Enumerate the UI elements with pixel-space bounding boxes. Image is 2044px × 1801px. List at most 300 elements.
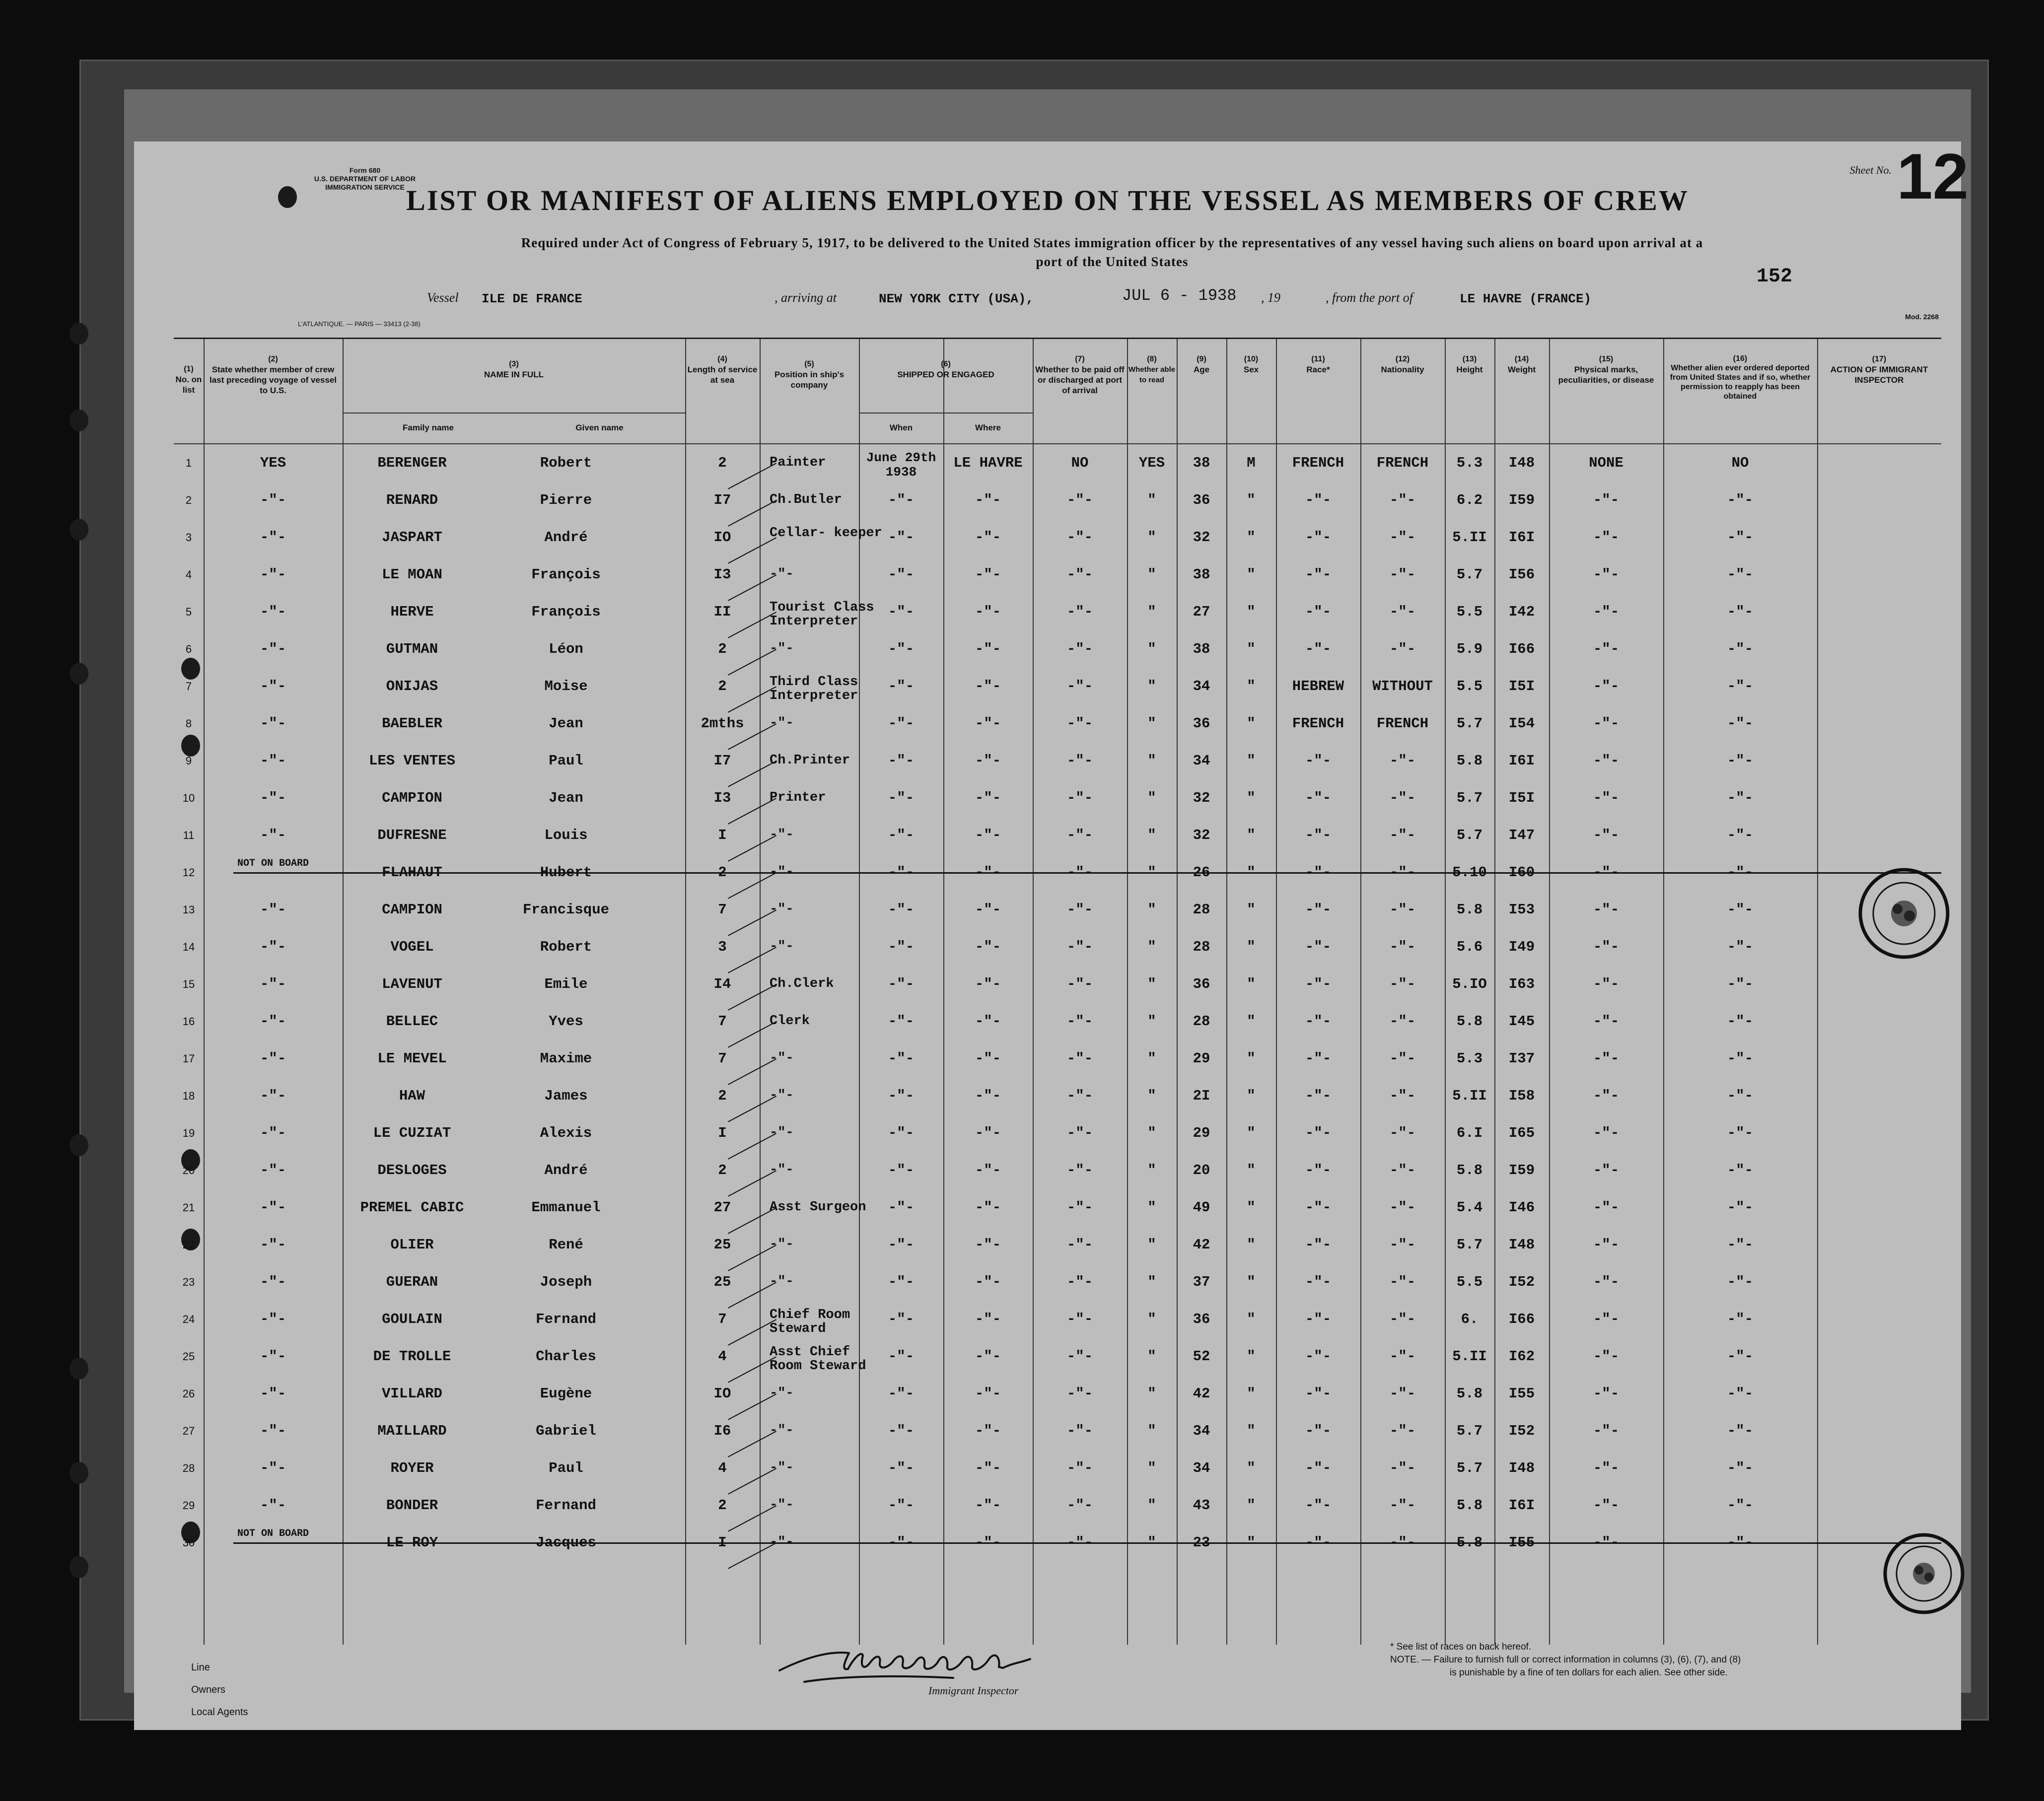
cell-position: -"- bbox=[770, 1535, 794, 1550]
cell-race: -"- bbox=[1305, 604, 1332, 620]
cell-family-name: LE CUZIAT bbox=[373, 1125, 451, 1141]
service-tick-mark bbox=[728, 1058, 776, 1085]
cell-deported: -"- bbox=[1727, 529, 1754, 546]
cell-paid-off: -"- bbox=[1066, 1385, 1093, 1402]
cell-shipped-where: -"- bbox=[975, 827, 1001, 843]
cell-row-number: 3 bbox=[185, 531, 192, 544]
cell-shipped-where: -"- bbox=[975, 1423, 1001, 1439]
cell-age: 20 bbox=[1193, 1162, 1210, 1178]
cell-weight: I59 bbox=[1508, 492, 1535, 508]
service-tick-mark bbox=[728, 1282, 776, 1308]
cell-height: 5.7 bbox=[1456, 827, 1483, 843]
cell-weight: I49 bbox=[1508, 939, 1535, 955]
cell-previous-voyage: -"- bbox=[260, 1385, 286, 1402]
cell-row-number: 23 bbox=[182, 1276, 195, 1288]
manifest-table bbox=[174, 338, 1941, 1645]
cell-weight: I59 bbox=[1508, 1162, 1535, 1178]
cell-family-name: HERVE bbox=[390, 604, 434, 620]
cell-deported: -"- bbox=[1727, 1348, 1754, 1365]
cell-deported: -"- bbox=[1727, 678, 1754, 694]
cell-service-length: IO bbox=[713, 1385, 731, 1402]
cell-weight: I66 bbox=[1508, 1311, 1535, 1327]
cell-weight: I58 bbox=[1508, 1088, 1535, 1104]
cell-shipped-where: -"- bbox=[975, 566, 1001, 583]
cell-given-name: François bbox=[531, 566, 601, 583]
cell-service-length: I3 bbox=[713, 790, 731, 806]
cell-row-number: 12 bbox=[182, 866, 195, 879]
cell-paid-off: -"- bbox=[1066, 1125, 1093, 1141]
cell-shipped-where: -"- bbox=[975, 529, 1001, 546]
cell-weight: I55 bbox=[1508, 1534, 1535, 1551]
cell-previous-voyage: -"- bbox=[260, 1088, 286, 1104]
cell-family-name: DE TROLLE bbox=[373, 1348, 451, 1365]
service-tick-mark bbox=[728, 798, 776, 824]
cell-nationality: -"- bbox=[1389, 864, 1416, 881]
col-header-previous-voyage: (2) State whether member of crew last preceding voyage of vessel to U.S. bbox=[209, 355, 337, 395]
cell-family-name: CAMPION bbox=[382, 790, 442, 806]
cell-shipped-when: -"- bbox=[888, 901, 915, 918]
strike-through-line bbox=[233, 872, 1941, 874]
cell-position: Third Class Interpreter bbox=[770, 675, 858, 703]
cell-given-name: Léon bbox=[549, 641, 583, 657]
cell-height: 5.9 bbox=[1456, 641, 1483, 657]
cell-able-to-read: " bbox=[1147, 976, 1156, 992]
cell-age: 36 bbox=[1193, 1311, 1210, 1327]
cell-family-name: FLAHAUT bbox=[382, 864, 442, 881]
cell-shipped-when: -"- bbox=[888, 1050, 915, 1067]
cell-service-length: I6 bbox=[713, 1423, 731, 1439]
cell-able-to-read: " bbox=[1147, 1460, 1156, 1476]
cell-age: 42 bbox=[1193, 1237, 1210, 1253]
cell-previous-voyage: -"- bbox=[260, 1497, 286, 1514]
cell-position: Asst Surgeon bbox=[770, 1200, 866, 1215]
cell-given-name: Gabriel bbox=[536, 1423, 596, 1439]
cell-nationality: -"- bbox=[1389, 641, 1416, 657]
cell-able-to-read: " bbox=[1147, 492, 1156, 508]
cell-sex: " bbox=[1247, 566, 1256, 583]
cell-race: -"- bbox=[1305, 529, 1332, 546]
cell-previous-voyage: YES bbox=[260, 455, 286, 471]
sheet-number: 12 bbox=[1897, 140, 1969, 212]
cell-age: 42 bbox=[1193, 1385, 1210, 1402]
col-header-height: (13) Height bbox=[1456, 355, 1483, 374]
cell-sex: " bbox=[1247, 901, 1256, 918]
cell-row-number: 5 bbox=[185, 606, 192, 618]
cell-weight: I48 bbox=[1508, 1460, 1535, 1476]
cell-age: 34 bbox=[1193, 753, 1210, 769]
cell-position: -"- bbox=[770, 716, 794, 731]
cell-race: -"- bbox=[1305, 901, 1332, 918]
cell-row-number: 29 bbox=[182, 1499, 195, 1512]
cell-physical-marks: NONE bbox=[1589, 455, 1623, 471]
vessel-name: ILE DE FRANCE bbox=[482, 291, 582, 306]
shipped-subrule bbox=[859, 413, 1033, 414]
arriving-label: , arriving at bbox=[775, 290, 837, 305]
cell-shipped-when: -"- bbox=[888, 1460, 915, 1476]
owners-label: Owners bbox=[191, 1684, 225, 1695]
cell-position: Asst Chief Room Steward bbox=[770, 1345, 866, 1374]
service-tick-mark bbox=[728, 1170, 776, 1196]
cell-shipped-when: -"- bbox=[888, 1534, 915, 1551]
cell-row-number: 2 bbox=[185, 494, 192, 506]
from-port: LE HAVRE (FRANCE) bbox=[1460, 291, 1592, 306]
cell-sex: " bbox=[1247, 1162, 1256, 1178]
cell-height: 5.7 bbox=[1456, 566, 1483, 583]
consulate-stamp bbox=[1857, 866, 1951, 961]
cell-able-to-read: " bbox=[1147, 1348, 1156, 1365]
cell-able-to-read: " bbox=[1147, 1423, 1156, 1439]
cell-height: 5.5 bbox=[1456, 604, 1483, 620]
cell-shipped-when: -"- bbox=[888, 1237, 915, 1253]
cell-row-number: 27 bbox=[182, 1425, 195, 1437]
cell-sex: " bbox=[1247, 1497, 1256, 1514]
cell-physical-marks: -"- bbox=[1593, 1162, 1620, 1178]
cell-service-length: 2 bbox=[718, 455, 727, 471]
cell-service-length: 7 bbox=[718, 1013, 727, 1030]
cell-able-to-read: " bbox=[1147, 753, 1156, 769]
cell-sex: " bbox=[1247, 1534, 1256, 1551]
cell-age: 36 bbox=[1193, 492, 1210, 508]
cell-row-number: 25 bbox=[182, 1350, 195, 1363]
cell-physical-marks: -"- bbox=[1593, 529, 1620, 546]
cell-height: 5.7 bbox=[1456, 1237, 1483, 1253]
cell-position: Cellar- keeper bbox=[770, 526, 882, 541]
cell-deported: -"- bbox=[1727, 1274, 1754, 1290]
cell-nationality: -"- bbox=[1389, 901, 1416, 918]
cell-sex: " bbox=[1247, 1199, 1256, 1216]
cell-age: 27 bbox=[1193, 604, 1210, 620]
cell-row-number: 19 bbox=[182, 1127, 195, 1139]
cell-previous-voyage: -"- bbox=[260, 529, 286, 546]
cell-previous-voyage: -"- bbox=[260, 753, 286, 769]
cell-height: 5.8 bbox=[1456, 1013, 1483, 1030]
cell-shipped-where: -"- bbox=[975, 1162, 1001, 1178]
column-divider bbox=[1226, 339, 1227, 1645]
cell-position: -"- bbox=[770, 1423, 794, 1438]
cell-paid-off: -"- bbox=[1066, 901, 1093, 918]
cell-able-to-read: " bbox=[1147, 715, 1156, 732]
cell-sex: " bbox=[1247, 492, 1256, 508]
cell-family-name: BAEBLER bbox=[382, 715, 442, 732]
cell-nationality: -"- bbox=[1389, 1497, 1416, 1514]
cell-family-name: VOGEL bbox=[390, 939, 434, 955]
cell-physical-marks: -"- bbox=[1593, 1423, 1620, 1439]
cell-position: -"- bbox=[770, 641, 794, 656]
cell-paid-off: -"- bbox=[1066, 604, 1093, 620]
vessel-line bbox=[134, 286, 1961, 310]
cell-race: -"- bbox=[1305, 1460, 1332, 1476]
cell-paid-off: -"- bbox=[1066, 1460, 1093, 1476]
cell-paid-off: -"- bbox=[1066, 790, 1093, 806]
cell-height: 5.7 bbox=[1456, 1423, 1483, 1439]
cell-deported: -"- bbox=[1727, 1162, 1754, 1178]
cell-race: -"- bbox=[1305, 1534, 1332, 1551]
cell-sex: " bbox=[1247, 1050, 1256, 1067]
cell-weight: I5I bbox=[1508, 790, 1535, 806]
cell-family-name: LAVENUT bbox=[382, 976, 442, 992]
cell-paid-off: -"- bbox=[1066, 827, 1093, 843]
cell-race: -"- bbox=[1305, 1274, 1332, 1290]
cell-position: -"- bbox=[770, 1163, 794, 1178]
column-divider bbox=[1276, 339, 1277, 1645]
cell-height: 5.4 bbox=[1456, 1199, 1483, 1216]
cell-deported: -"- bbox=[1727, 939, 1754, 955]
cell-sex: " bbox=[1247, 1125, 1256, 1141]
service-tick-mark bbox=[728, 1431, 776, 1457]
cell-row-number: 10 bbox=[182, 792, 195, 804]
cell-row-number: 7 bbox=[185, 680, 192, 693]
cell-shipped-where: -"- bbox=[975, 678, 1001, 694]
cell-race: -"- bbox=[1305, 1385, 1332, 1402]
cell-position: Ch.Butler bbox=[770, 492, 842, 507]
cell-weight: I52 bbox=[1508, 1423, 1535, 1439]
col-header-family-name: Family name bbox=[403, 423, 454, 432]
cell-shipped-when: -"- bbox=[888, 1385, 915, 1402]
cell-physical-marks: -"- bbox=[1593, 1385, 1620, 1402]
cell-shipped-where: -"- bbox=[975, 864, 1001, 881]
cell-paid-off: -"- bbox=[1066, 1088, 1093, 1104]
cell-previous-voyage: -"- bbox=[260, 1423, 286, 1439]
cell-physical-marks: -"- bbox=[1593, 1088, 1620, 1104]
cell-physical-marks: -"- bbox=[1593, 1013, 1620, 1030]
cell-row-number: 13 bbox=[182, 903, 195, 916]
cell-row-number: 21 bbox=[182, 1201, 195, 1214]
cell-age: 28 bbox=[1193, 939, 1210, 955]
cell-given-name: André bbox=[544, 1162, 588, 1178]
cell-family-name: JASPART bbox=[382, 529, 442, 546]
cell-position: -"- bbox=[770, 1460, 794, 1475]
cell-shipped-where: -"- bbox=[975, 1125, 1001, 1141]
cell-family-name: CAMPION bbox=[382, 901, 442, 918]
cell-sex: " bbox=[1247, 1237, 1256, 1253]
cell-physical-marks: -"- bbox=[1593, 1348, 1620, 1365]
sheet-label: Sheet No. bbox=[1849, 164, 1892, 176]
service-tick-mark bbox=[728, 1468, 776, 1494]
cell-race: HEBREW bbox=[1292, 678, 1344, 694]
cell-family-name: BERENGER bbox=[377, 455, 447, 471]
cell-weight: I6I bbox=[1508, 529, 1535, 546]
cell-family-name: GUTMAN bbox=[386, 641, 438, 657]
cell-weight: I42 bbox=[1508, 604, 1535, 620]
cell-previous-voyage: -"- bbox=[260, 492, 286, 508]
cell-sex: " bbox=[1247, 939, 1256, 955]
page-title: LIST OR MANIFEST OF ALIENS EMPLOYED ON THE VESSEL AS MEMBERS OF CREW bbox=[406, 184, 1689, 216]
column-divider bbox=[685, 339, 686, 1645]
cell-deported: -"- bbox=[1727, 827, 1754, 843]
service-tick-mark bbox=[728, 1096, 776, 1122]
cell-given-name: Emile bbox=[544, 976, 588, 992]
service-tick-mark bbox=[728, 947, 776, 973]
col-header-able-to-read: (8) Whether able to read bbox=[1128, 355, 1176, 384]
cell-physical-marks: -"- bbox=[1593, 492, 1620, 508]
cell-nationality: -"- bbox=[1389, 1199, 1416, 1216]
cell-shipped-where: -"- bbox=[975, 1534, 1001, 1551]
cell-race: -"- bbox=[1305, 1311, 1332, 1327]
cell-race: -"- bbox=[1305, 1162, 1332, 1178]
cell-given-name: Jacques bbox=[536, 1534, 596, 1551]
service-tick-mark bbox=[728, 1133, 776, 1159]
cell-paid-off: -"- bbox=[1066, 715, 1093, 732]
cell-previous-voyage: -"- bbox=[260, 1199, 286, 1216]
cell-paid-off: -"- bbox=[1066, 976, 1093, 992]
cell-nationality: -"- bbox=[1389, 1050, 1416, 1067]
cell-age: 36 bbox=[1193, 976, 1210, 992]
inspector-caption: Immigrant Inspector bbox=[928, 1684, 1019, 1697]
cell-sex: " bbox=[1247, 604, 1256, 620]
cell-previous-voyage: -"- bbox=[260, 1050, 286, 1067]
cell-shipped-where: -"- bbox=[975, 1013, 1001, 1030]
cell-able-to-read: " bbox=[1147, 827, 1156, 843]
cell-nationality: -"- bbox=[1389, 1423, 1416, 1439]
cell-race: -"- bbox=[1305, 1199, 1332, 1216]
cell-given-name: Jean bbox=[549, 790, 583, 806]
punch-hole bbox=[70, 1134, 88, 1156]
cell-deported: -"- bbox=[1727, 1497, 1754, 1514]
manifest-page bbox=[134, 140, 1969, 1730]
cell-height: 6. bbox=[1461, 1311, 1479, 1327]
cell-able-to-read: " bbox=[1147, 1237, 1156, 1253]
cell-age: 36 bbox=[1193, 715, 1210, 732]
cell-position: Ch.Printer bbox=[770, 753, 850, 768]
column-divider bbox=[343, 339, 344, 1645]
cell-given-name: Moise bbox=[544, 678, 588, 694]
cell-shipped-when: -"- bbox=[888, 1497, 915, 1514]
arriving-port: NEW YORK CITY (USA), bbox=[879, 291, 1034, 306]
cell-service-length: IO bbox=[713, 529, 731, 546]
col-header-inspector-action: (17) ACTION OF IMMIGRANT INSPECTOR bbox=[1830, 355, 1928, 385]
cell-weight: I55 bbox=[1508, 1385, 1535, 1402]
cell-previous-voyage: -"- bbox=[260, 790, 286, 806]
punch-hole bbox=[70, 410, 88, 431]
cell-able-to-read: " bbox=[1147, 1385, 1156, 1402]
cell-physical-marks: -"- bbox=[1593, 976, 1620, 992]
cell-position: -"- bbox=[770, 865, 794, 880]
cell-given-name: Charles bbox=[536, 1348, 596, 1365]
cell-service-length: 25 bbox=[713, 1274, 731, 1290]
cell-previous-voyage: -"- bbox=[260, 1311, 286, 1327]
cell-height: 6.I bbox=[1456, 1125, 1483, 1141]
cell-shipped-where: -"- bbox=[975, 1088, 1001, 1104]
cell-nationality: FRENCH bbox=[1376, 715, 1429, 732]
cell-physical-marks: -"- bbox=[1593, 790, 1620, 806]
cell-paid-off: -"- bbox=[1066, 939, 1093, 955]
cell-deported: -"- bbox=[1727, 1311, 1754, 1327]
service-tick-mark bbox=[728, 835, 776, 861]
cell-weight: I6I bbox=[1508, 1497, 1535, 1514]
cell-able-to-read: " bbox=[1147, 1013, 1156, 1030]
cell-deported: -"- bbox=[1727, 790, 1754, 806]
department-name: U.S. DEPARTMENT OF LABOR bbox=[314, 175, 416, 183]
cell-service-length: 7 bbox=[718, 1311, 727, 1327]
cell-physical-marks: -"- bbox=[1593, 827, 1620, 843]
cell-able-to-read: " bbox=[1147, 1125, 1156, 1141]
cell-weight: I47 bbox=[1508, 827, 1535, 843]
cell-service-length: 2 bbox=[718, 864, 727, 881]
cell-physical-marks: -"- bbox=[1593, 1274, 1620, 1290]
cell-physical-marks: -"- bbox=[1593, 1125, 1620, 1141]
cell-given-name: Louis bbox=[544, 827, 588, 843]
cell-given-name: Eugène bbox=[540, 1385, 592, 1402]
cell-row-number: 17 bbox=[182, 1052, 195, 1065]
cell-given-name: Fernand bbox=[536, 1497, 596, 1514]
col-header-deported: (16) Whether alien ever ordered deported from United States and if so, whether permission to reapply has been obtained bbox=[1670, 354, 1811, 401]
cell-service-length: I7 bbox=[713, 492, 731, 508]
cell-shipped-where: -"- bbox=[975, 715, 1001, 732]
cell-previous-voyage: -"- bbox=[260, 604, 286, 620]
col-header-when: When bbox=[889, 423, 913, 432]
column-divider bbox=[1663, 339, 1664, 1645]
cell-shipped-where: -"- bbox=[975, 1237, 1001, 1253]
cell-shipped-when: -"- bbox=[888, 1423, 915, 1439]
cell-nationality: -"- bbox=[1389, 492, 1416, 508]
cell-age: 2I bbox=[1193, 1088, 1210, 1104]
cell-deported: NO bbox=[1731, 455, 1749, 471]
cell-deported: -"- bbox=[1727, 641, 1754, 657]
col-header-sex: (10) Sex bbox=[1243, 355, 1259, 374]
cell-age: 26 bbox=[1193, 864, 1210, 881]
col-header-position: (5) Position in ship's company bbox=[774, 360, 845, 390]
vessel-label: Vessel bbox=[427, 290, 459, 305]
cell-shipped-when: -"- bbox=[888, 790, 915, 806]
cell-position: -"- bbox=[770, 828, 794, 842]
column-divider bbox=[1360, 339, 1361, 1645]
cell-deported: -"- bbox=[1727, 715, 1754, 732]
cell-height: 5.3 bbox=[1456, 455, 1483, 471]
cell-race: -"- bbox=[1305, 1125, 1332, 1141]
cell-age: 34 bbox=[1193, 1460, 1210, 1476]
cell-given-name: Paul bbox=[549, 753, 583, 769]
cell-previous-voyage: -"- bbox=[260, 976, 286, 992]
cell-height: 5.5 bbox=[1456, 678, 1483, 694]
cell-able-to-read: " bbox=[1147, 1311, 1156, 1327]
cell-deported: -"- bbox=[1727, 566, 1754, 583]
subtitle-line: Required under Act of Congress of February 5, 1917, to be delivered to the United States immigration officer by the representatives of any vessel having such aliens on board upon arrival at a bbox=[521, 235, 1703, 250]
cell-age: 23 bbox=[1193, 1534, 1210, 1551]
cell-previous-voyage: NOT ON BOARD bbox=[237, 858, 309, 869]
cell-service-length: I bbox=[718, 1534, 727, 1551]
cell-shipped-where: -"- bbox=[975, 976, 1001, 992]
cell-row-number: 11 bbox=[183, 829, 195, 841]
cell-given-name: James bbox=[544, 1088, 588, 1104]
col-header-paid-off: (7) Whether to be paid off or discharged at port of arrival bbox=[1035, 355, 1125, 395]
cell-service-length: 2 bbox=[718, 1088, 727, 1104]
cell-previous-voyage: -"- bbox=[260, 939, 286, 955]
cell-sex: " bbox=[1247, 529, 1256, 546]
cell-nationality: -"- bbox=[1389, 1125, 1416, 1141]
cell-paid-off: -"- bbox=[1066, 641, 1093, 657]
footnote-penalty: NOTE. — Failure to furnish full or correct information in columns (3), (6), (7), and (8) bbox=[1390, 1655, 1741, 1665]
cell-service-length: 2mths bbox=[701, 715, 744, 732]
cell-physical-marks: -"- bbox=[1593, 1237, 1620, 1253]
cell-family-name: LE ROY bbox=[386, 1534, 438, 1551]
cell-shipped-when: -"- bbox=[888, 1274, 915, 1290]
cell-family-name: RENARD bbox=[386, 492, 438, 508]
cell-height: 5.6 bbox=[1456, 939, 1483, 955]
cell-service-length: 4 bbox=[718, 1460, 727, 1476]
footnote-races: * See list of races on back hereof. bbox=[1390, 1642, 1532, 1652]
cell-shipped-where: -"- bbox=[975, 939, 1001, 955]
cell-age: 38 bbox=[1193, 641, 1210, 657]
cell-age: 29 bbox=[1193, 1050, 1210, 1067]
cell-paid-off: -"- bbox=[1066, 529, 1093, 546]
cell-shipped-where: -"- bbox=[975, 641, 1001, 657]
cell-paid-off: -"- bbox=[1066, 1199, 1093, 1216]
cell-age: 38 bbox=[1193, 455, 1210, 471]
cell-shipped-when: -"- bbox=[888, 1162, 915, 1178]
cell-race: -"- bbox=[1305, 1497, 1332, 1514]
cell-row-number: 28 bbox=[182, 1462, 195, 1474]
cell-shipped-where: -"- bbox=[975, 1199, 1001, 1216]
